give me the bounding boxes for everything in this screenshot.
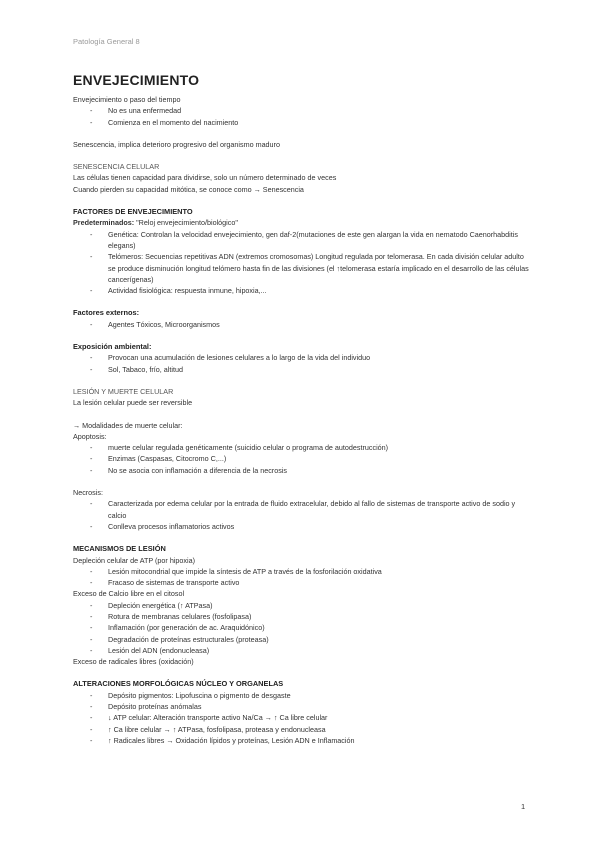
list-item: - Lesión mitocondrial que impide la síntesis de ATP a través de la fosforilación oxidativa xyxy=(73,566,533,577)
predeterminados-line xyxy=(73,217,533,228)
list-item: - Depleción energética (↑ ATPasa) xyxy=(73,600,533,611)
list-item: - Inflamación (por generación de ac. Araquidónico) xyxy=(73,622,533,633)
apoptosis-label: Apoptosis: xyxy=(73,431,107,441)
list-item: - Depósito proteínas anómalas xyxy=(73,701,533,712)
senescencia-line: Senescencia, implica deterioro progresivo del organismo maduro xyxy=(73,139,280,149)
intro-line: Envejecimiento o paso del tiempo xyxy=(73,95,181,104)
exposicion-label: Exposición ambiental: xyxy=(73,342,152,352)
list-item: - muerte celular regulada genéticamente (suicidio celular o programa de autodestrucción) xyxy=(73,442,533,453)
paragraph-line: Cuando pierden su capacidad mitótica, se conoce como → Senescencia xyxy=(73,184,304,194)
list-item: - No se asocia con inflamación a diferencia de la necrosis xyxy=(73,465,533,476)
page-title: ENVEJECIMIENTO xyxy=(73,72,200,88)
section-heading-lesion: LESIÓN Y MUERTE CELULAR xyxy=(73,386,174,396)
list-item: - Fracaso de sistemas de transporte activo xyxy=(73,577,533,588)
page-number: 1 xyxy=(521,802,526,811)
list-item: - Sol, Tabaco, frío, altitud xyxy=(73,364,533,375)
list-item: - Genética: Controlan la velocidad envejecimiento, gen daf-2(mutaciones de este gen alargan la vida en nematodo Caenorhabditis elegans) xyxy=(73,229,533,252)
list-item: - Conlleva procesos inflamatorios activos xyxy=(73,521,533,532)
list-item: - Actividad fisiológica: respuesta inmune, hipoxia,... xyxy=(73,285,533,296)
list-item: - Rotura de membranas celulares (fosfolipasa) xyxy=(73,611,533,622)
section-heading-senescencia-celular: SENESCENCIA CELULAR xyxy=(73,162,160,172)
necrosis-list xyxy=(73,498,533,532)
list-item: - Provocan una acumulación de lesiones celulares a lo largo de la vida del individuo xyxy=(73,352,533,363)
predeterminados-label: Predeterminados: xyxy=(73,218,135,228)
list-item: - Telómeros: Secuencias repetitivas ADN (extremos cromosomas) Longitud regulada por telomerasa. En cada división celular adulto se produce disminución longitud telómero hasta fin de las divisiones (el ↑telomerasa estaría implicado en el desarrollo de las células cancerígenas) xyxy=(73,251,533,285)
section-heading-alteraciones: ALTERACIONES MORFOLÓGICAS NÚCLEO Y ORGANELAS xyxy=(73,679,284,689)
modalidades-line: → Modalidades de muerte celular: xyxy=(73,420,183,430)
list-item: - Agentes Tóxicos, Microorganismos xyxy=(73,319,533,330)
atp-list xyxy=(73,566,533,589)
list-item: - ↑ Radicales libres → Oxidación lípidos y proteínas, Lesión ADN e Inflamación xyxy=(73,735,533,746)
paragraph-line: La lesión celular puede ser reversible xyxy=(73,398,193,408)
atp-label: Depleción celular de ATP (por hipoxia) xyxy=(73,555,195,565)
calcio-list xyxy=(73,600,533,656)
exposicion-list xyxy=(73,352,533,375)
externos-list xyxy=(73,319,533,330)
list-item: - ↑ Ca libre celular → ↑ ATPasa, fosfolipasa, proteasa y endonucleasa xyxy=(73,724,533,735)
list-item: - Depósito pigmentos: Lipofuscina o pigmento de desgaste xyxy=(73,690,533,701)
list-item: - No es una enfermedad xyxy=(73,105,533,116)
externos-label: Factores externos: xyxy=(73,308,140,318)
section-heading-factores: FACTORES DE ENVEJECIMIENTO xyxy=(73,207,193,217)
calcio-label: Exceso de Calcio libre en el citosol xyxy=(73,589,185,599)
predeterminados-list xyxy=(73,229,533,297)
list-item: - Enzimas (Caspasas, Citocromo C,...) xyxy=(73,453,533,464)
alteraciones-list xyxy=(73,690,533,746)
list-item: - Degradación de proteínas estructurales (proteasa) xyxy=(73,634,533,645)
radicales-label: Exceso de radicales libres (oxidación) xyxy=(73,657,194,667)
list-item: - Comienza en el momento del nacimiento xyxy=(73,117,533,128)
list-item: - ↓ ATP celular: Alteración transporte activo Na/Ca → ↑ Ca libre celular xyxy=(73,712,533,723)
list-item: - Caracterizada por edema celular por la entrada de fluido extracelular, debido al fallo de sistemas de transporte activo de sodio y calcio xyxy=(73,498,533,521)
paragraph-line: Las células tienen capacidad para dividirse, solo un número determinado de veces xyxy=(73,173,337,183)
necrosis-label: Necrosis: xyxy=(73,488,103,498)
running-header: Patología General 8 xyxy=(73,37,140,46)
apoptosis-list xyxy=(73,442,533,476)
intro-list xyxy=(73,105,533,128)
predeterminados-text: "Reloj envejecimiento/biológico" xyxy=(134,218,238,228)
list-item: - Lesión del ADN (endonucleasa) xyxy=(73,645,533,656)
page-content xyxy=(73,72,533,746)
section-heading-mecanismos: MECANISMOS DE LESIÓN xyxy=(73,544,166,554)
